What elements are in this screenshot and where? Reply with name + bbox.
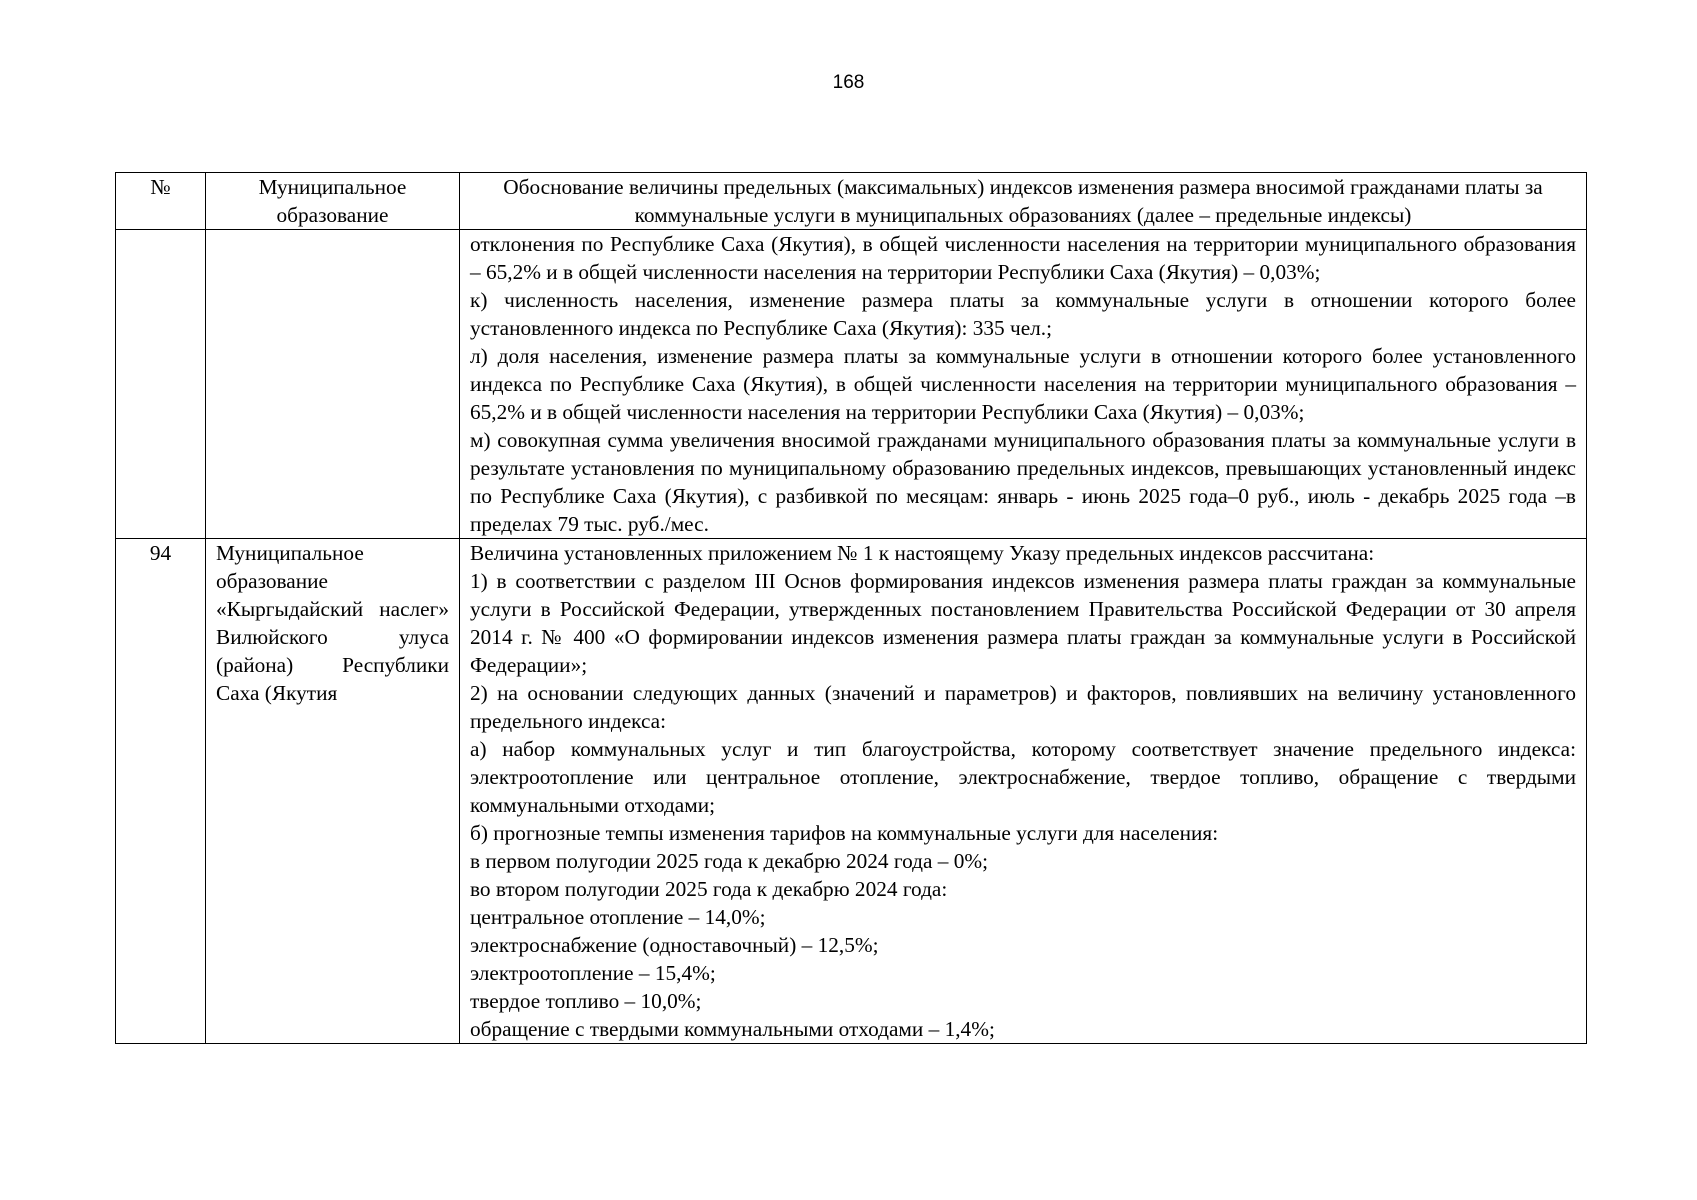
justification-paragraph: к) численность населения, изменение размера платы за коммунальные услуги в отношении которого более установленного индекса по Республике Саха (Якутия): 335 чел.;	[470, 288, 1576, 340]
row-municipality	[206, 230, 460, 539]
justification-paragraph: отклонения по Республике Саха (Якутия), в общей численности населения на территории муниципального образования – 65,2% и в общей численности населения на территории Республики Саха (Якутия) – 0,03%;	[470, 232, 1576, 284]
page-number: 168	[832, 72, 865, 93]
justification-paragraph: обращение с твердыми коммунальными отходами – 1,4%;	[470, 1017, 995, 1041]
row-justification	[460, 539, 1587, 1044]
justification-paragraph: во втором полугодии 2025 года к декабрю 2024 года:	[470, 877, 948, 901]
justification-table	[115, 172, 1587, 1044]
header-justification: Обоснование величины предельных (максимальных) индексов изменения размера вносимой гражданами платы за коммунальные услуги в муниципальных образованиях (далее – предельные индексы)	[460, 173, 1587, 230]
justification-paragraph: в первом полугодии 2025 года к декабрю 2024 года – 0%;	[470, 849, 989, 873]
justification-paragraph: л) доля населения, изменение размера платы за коммунальные услуги в отношении которого более установленного индекса по Республике Саха (Якутия), в общей численности населения на территории муниципального образования – 65,2% и в общей численности населения на территории Республики Саха (Якутия) – 0,03%;	[470, 344, 1576, 424]
justification-paragraph: 2) на основании следующих данных (значений и параметров) и факторов, повлиявших на величину установленного предельного индекса:	[470, 681, 1576, 733]
row-number	[116, 230, 206, 539]
justification-paragraph: электроотопление – 15,4%;	[470, 961, 716, 985]
row-number: 94	[116, 539, 206, 1044]
justification-paragraph: электроснабжение (одноставочный) – 12,5%;	[470, 933, 879, 957]
row-justification	[460, 230, 1587, 539]
justification-paragraph: м) совокупная сумма увеличения вносимой гражданами муниципального образования платы за коммунальные услуги в результате установления по муниципальному образованию предельных индексов, превышающих установленный индекс по Республике Саха (Якутия), с разбивкой по месяцам: январь - июнь 2025 года–0 руб., июль - декабрь 2025 года –в пределах 79 тыс. руб./мес.	[470, 428, 1576, 536]
justification-paragraph: твердое топливо – 10,0%;	[470, 989, 702, 1013]
header-number: №	[116, 173, 206, 230]
justification-paragraph: 1) в соответствии с разделом III Основ формирования индексов изменения размера платы граждан за коммунальные услуги в Российской Федерации, утвержденных постановлением Правительства Российской Федерации от 30 апреля 2014 г. № 400 «О формировании индексов изменения размера платы граждан за коммунальные услуги в Российской Федерации»;	[470, 569, 1576, 677]
table-row	[116, 230, 1587, 539]
table-header-row	[116, 173, 1587, 230]
justification-paragraph: Величина установленных приложением № 1 к настоящему Указу предельных индексов рассчитана:	[470, 541, 1375, 565]
row-municipality: Муниципальное образование «Кыргыдайский наслег» Вилюйского улуса (района) Республики Саха (Якутия	[206, 539, 460, 1044]
justification-paragraph: а) набор коммунальных услуг и тип благоустройства, которому соответствует значение предельного индекса: электроотопление или центральное отопление, электроснабжение, твердое топливо, обращение с твердыми коммунальными отходами;	[470, 737, 1576, 817]
table-row	[116, 539, 1587, 1044]
header-municipality: Муниципальное образование	[206, 173, 460, 230]
justification-paragraph: б) прогнозные темпы изменения тарифов на коммунальные услуги для населения:	[470, 821, 1219, 845]
justification-paragraph: центральное отопление – 14,0%;	[470, 905, 766, 929]
